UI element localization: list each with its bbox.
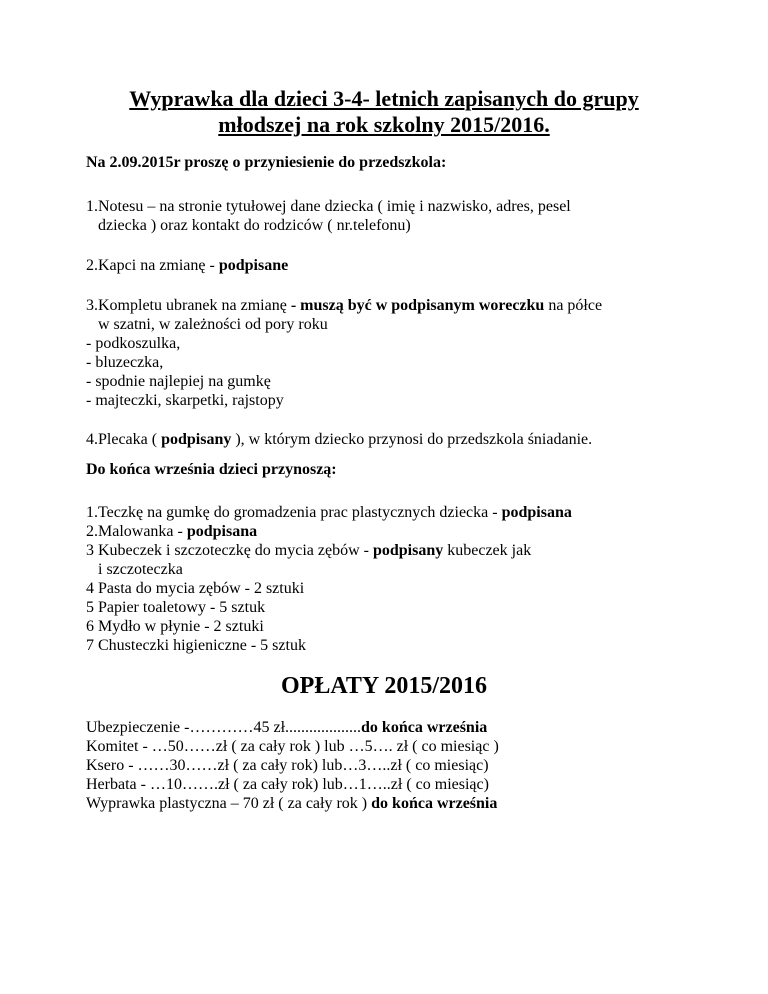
item3-tail: na półce [544, 297, 603, 314]
fee-copy: Ksero - ……30……zł ( za cały rok) lub…3…..zł ( co miesiąc) [86, 757, 489, 774]
s2-item1 [86, 503, 572, 522]
item2-text: 2.Kapci na zmianę - [86, 257, 219, 274]
item1-line2: dziecka ) oraz kontakt do rodziców ( nr.telefonu) [98, 217, 411, 234]
fee-committee: Komitet - …50……zł ( za cały rok ) lub …5…. zł ( co miesiąc ) [86, 738, 499, 755]
title-line-1: Wyprawka dla dzieci 3-4- letnich zapisanych do grupy [129, 86, 639, 111]
s2-item1-text: 1.Teczkę na gumkę do gromadzenia prac plastycznych dziecka - [86, 504, 502, 521]
item4 [86, 430, 592, 449]
sub-item-4: - majteczki, skarpetki, rajstopy [86, 392, 284, 409]
s2-item5: 5 Papier toaletowy - 5 sztuk [86, 599, 266, 616]
fee-insurance-text: Ubezpieczenie -…………45 zł................... [86, 719, 362, 736]
item3-line1 [86, 296, 602, 315]
s2-item3-bold: podpisany [372, 542, 444, 559]
title-line-2: młodszej na rok szkolny 2015/2016. [218, 112, 550, 137]
fee-insurance [86, 718, 487, 737]
fee-insurance-bold: do końca września [361, 719, 488, 736]
fee-art-supplies [86, 794, 497, 813]
sub-item-1: - podkoszulka, [86, 335, 181, 352]
document-title [0, 86, 768, 138]
s2-item1-bold: podpisana [501, 504, 572, 521]
item3-bold: - muszą być w podpisanym woreczku [290, 297, 545, 314]
item3-line2: w szatni, w zależności od pory roku [98, 316, 328, 333]
sub-item-3: - spodnie najlepiej na gumkę [86, 373, 271, 390]
item4-tail: ), w którym dziecko przynosi do przedszkola śniadanie. [231, 431, 593, 448]
s2-item3-line2: i szczoteczka [98, 561, 183, 578]
s2-item2-text: 2.Malowanka - [86, 523, 187, 540]
s2-item3-text: 3 Kubeczek i szczoteczkę do mycia zębów - [86, 542, 373, 559]
fee-tea: Herbata - …10…….zł ( za cały rok) lub…1…..zł ( co miesiąc) [86, 776, 489, 793]
fee-art-text: Wyprawka plastyczna – 70 zł ( za cały rok ) [86, 795, 372, 812]
item1-line1: 1.Notesu – na stronie tytułowej dane dziecka ( imię i nazwisko, adres, pesel [86, 198, 571, 215]
s2-item6: 6 Mydło w płynie - 2 sztuki [86, 618, 264, 635]
s2-item3 [86, 541, 531, 560]
sub-item-2: - bluzeczka, [86, 354, 164, 371]
section2-heading: Do końca września dzieci przynoszą: [86, 461, 337, 478]
s2-item3-tail: kubeczek jak [443, 542, 532, 559]
s2-item2 [86, 522, 257, 541]
item2 [86, 256, 288, 275]
fee-art-bold: do końca września [371, 795, 498, 812]
s2-item7: 7 Chusteczki higieniczne - 5 sztuk [86, 637, 306, 654]
s2-item4: 4 Pasta do mycia zębów - 2 sztuki [86, 580, 305, 597]
item4-text: 4.Plecaka ( [86, 431, 162, 448]
item4-bold: podpisany [161, 431, 232, 448]
section1-heading: Na 2.09.2015r proszę o przyniesienie do przedszkola: [86, 154, 447, 171]
item2-bold: podpisane [218, 257, 289, 274]
fees-heading: OPŁATY 2015/2016 [280, 673, 487, 699]
s2-item2-bold: podpisana [186, 523, 258, 540]
item3-text: 3.Kompletu ubranek na zmianę [86, 297, 291, 314]
